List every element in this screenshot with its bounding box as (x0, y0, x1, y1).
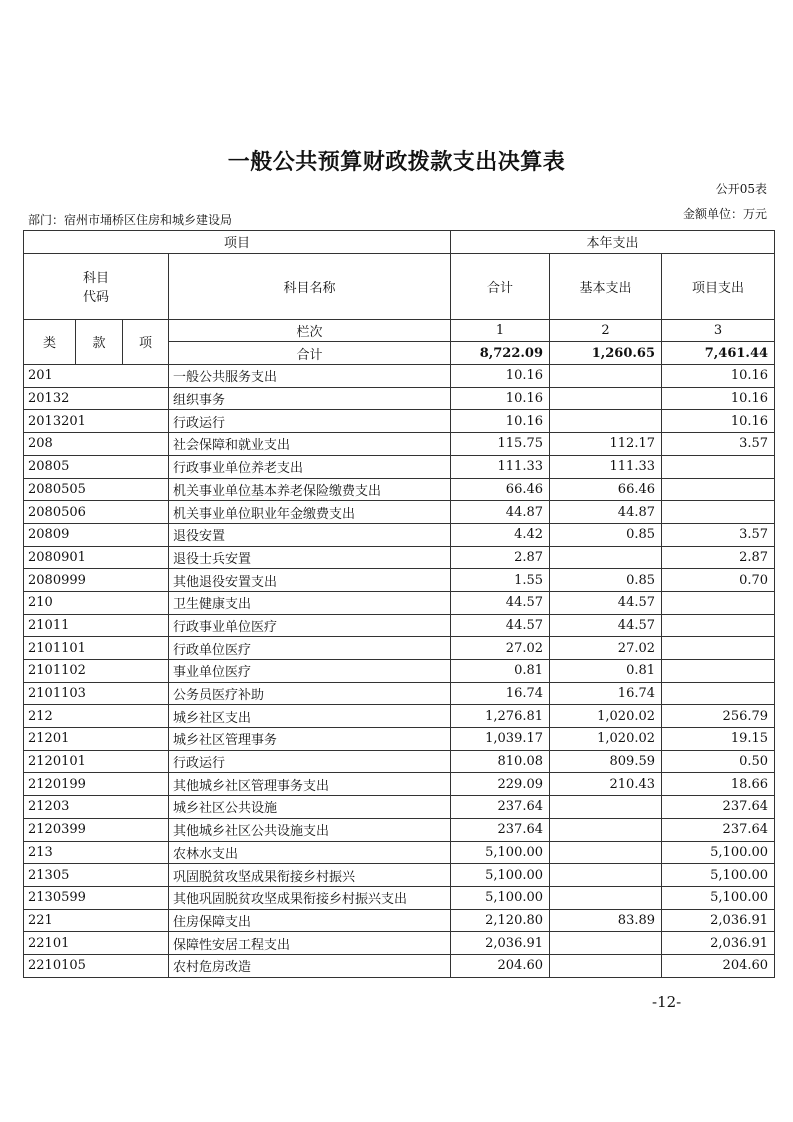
row-name: 社会保障和就业支出 (169, 433, 451, 456)
row-project (662, 614, 775, 637)
row-basic: 27.02 (550, 637, 662, 660)
row-code: 210 (24, 591, 169, 614)
row-name: 卫生健康支出 (169, 591, 451, 614)
row-code: 2120101 (24, 750, 169, 773)
row-basic: 0.85 (550, 569, 662, 592)
table-row (24, 569, 775, 592)
row-name: 城乡社区管理事务 (169, 728, 451, 751)
table-row (24, 909, 775, 932)
row-project (662, 591, 775, 614)
table-row (24, 455, 775, 478)
row-total: 111.33 (451, 455, 550, 478)
row-basic (550, 886, 662, 909)
row-code: 2080901 (24, 546, 169, 569)
row-project (662, 660, 775, 683)
row-name: 农林水支出 (169, 841, 451, 864)
table-row (24, 954, 775, 977)
row-code: 212 (24, 705, 169, 728)
table-row (24, 478, 775, 501)
header-col2: 2 (550, 319, 662, 342)
table-row (24, 387, 775, 410)
header-total: 合计 (451, 253, 550, 319)
header-row-3 (24, 319, 775, 342)
row-project: 10.16 (662, 365, 775, 388)
row-project: 5,100.00 (662, 886, 775, 909)
row-basic: 1,020.02 (550, 705, 662, 728)
row-code: 2210105 (24, 954, 169, 977)
row-total: 0.81 (451, 660, 550, 683)
header-row-2 (24, 253, 775, 319)
row-basic: 83.89 (550, 909, 662, 932)
header-col3: 3 (662, 319, 775, 342)
row-name: 行政运行 (169, 410, 451, 433)
row-code: 22101 (24, 932, 169, 955)
table-row (24, 841, 775, 864)
row-code: 2130599 (24, 886, 169, 909)
row-project (662, 682, 775, 705)
header-project: 项目支出 (662, 253, 775, 319)
row-code: 21305 (24, 864, 169, 887)
row-basic (550, 410, 662, 433)
row-basic (550, 387, 662, 410)
row-total: 1,039.17 (451, 728, 550, 751)
row-total: 44.87 (451, 501, 550, 524)
table-row (24, 705, 775, 728)
row-project: 0.50 (662, 750, 775, 773)
header-item: 项目 (24, 231, 451, 254)
table-row (24, 932, 775, 955)
table-row (24, 523, 775, 546)
row-name: 其他城乡社区公共设施支出 (169, 818, 451, 841)
row-project (662, 637, 775, 660)
row-project: 10.16 (662, 387, 775, 410)
row-name: 行政运行 (169, 750, 451, 773)
row-project: 3.57 (662, 433, 775, 456)
row-total: 66.46 (451, 478, 550, 501)
row-code: 2101101 (24, 637, 169, 660)
row-basic (550, 841, 662, 864)
table-row (24, 660, 775, 683)
row-name: 退役士兵安置 (169, 546, 451, 569)
row-project: 18.66 (662, 773, 775, 796)
row-project: 256.79 (662, 705, 775, 728)
grand-total-basic: 1,260.65 (550, 342, 662, 365)
row-name: 组织事务 (169, 387, 451, 410)
row-code: 201 (24, 365, 169, 388)
table-row (24, 796, 775, 819)
row-code: 208 (24, 433, 169, 456)
table-row (24, 365, 775, 388)
row-total: 4.42 (451, 523, 550, 546)
row-name: 机关事业单位职业年金缴费支出 (169, 501, 451, 524)
grand-total-project: 7,461.44 (662, 342, 775, 365)
row-basic (550, 932, 662, 955)
department-label: 部门：宿州市埇桥区住房和城乡建设局 (28, 213, 233, 227)
row-total: 10.16 (451, 365, 550, 388)
row-code: 21011 (24, 614, 169, 637)
row-name: 行政事业单位养老支出 (169, 455, 451, 478)
row-project: 237.64 (662, 818, 775, 841)
row-project: 10.16 (662, 410, 775, 433)
row-code: 21203 (24, 796, 169, 819)
form-number: 公开05表 (715, 182, 767, 196)
table-row (24, 728, 775, 751)
row-basic: 1,020.02 (550, 728, 662, 751)
row-basic: 809.59 (550, 750, 662, 773)
row-basic (550, 818, 662, 841)
row-code: 213 (24, 841, 169, 864)
row-total: 10.16 (451, 387, 550, 410)
row-project: 2,036.91 (662, 909, 775, 932)
row-code: 2101102 (24, 660, 169, 683)
row-project: 0.70 (662, 569, 775, 592)
header-column-no: 栏次 (169, 319, 451, 342)
row-basic: 0.85 (550, 523, 662, 546)
table-row (24, 614, 775, 637)
row-code: 2013201 (24, 410, 169, 433)
row-total: 2.87 (451, 546, 550, 569)
row-basic: 44.57 (550, 614, 662, 637)
row-total: 810.08 (451, 750, 550, 773)
table-row (24, 501, 775, 524)
row-name: 其他巩固脱贫攻坚成果衔接乡村振兴支出 (169, 886, 451, 909)
row-basic (550, 954, 662, 977)
row-total: 2,036.91 (451, 932, 550, 955)
row-name: 其他城乡社区管理事务支出 (169, 773, 451, 796)
row-total: 5,100.00 (451, 841, 550, 864)
row-total: 1.55 (451, 569, 550, 592)
row-project: 5,100.00 (662, 864, 775, 887)
row-total: 115.75 (451, 433, 550, 456)
row-name: 保障性安居工程支出 (169, 932, 451, 955)
table-row (24, 864, 775, 887)
row-project: 237.64 (662, 796, 775, 819)
row-code: 2120199 (24, 773, 169, 796)
row-project: 2.87 (662, 546, 775, 569)
row-project (662, 478, 775, 501)
row-total: 237.64 (451, 818, 550, 841)
row-total: 204.60 (451, 954, 550, 977)
table-row (24, 750, 775, 773)
table-row (24, 546, 775, 569)
header-basic: 基本支出 (550, 253, 662, 319)
row-project: 3.57 (662, 523, 775, 546)
row-project (662, 455, 775, 478)
row-total: 5,100.00 (451, 886, 550, 909)
row-basic: 66.46 (550, 478, 662, 501)
row-name: 城乡社区公共设施 (169, 796, 451, 819)
row-name: 城乡社区支出 (169, 705, 451, 728)
row-basic: 44.57 (550, 591, 662, 614)
table-row (24, 637, 775, 660)
table-row (24, 773, 775, 796)
row-code: 2080505 (24, 478, 169, 501)
row-name: 行政事业单位医疗 (169, 614, 451, 637)
header-lei: 类 (24, 319, 76, 364)
table-row (24, 433, 775, 456)
row-project: 5,100.00 (662, 841, 775, 864)
table-row (24, 682, 775, 705)
row-name: 农村危房改造 (169, 954, 451, 977)
row-total: 5,100.00 (451, 864, 550, 887)
row-basic (550, 864, 662, 887)
grand-total-label: 合计 (169, 342, 451, 365)
grand-total-total: 8,722.09 (451, 342, 550, 365)
header-col1: 1 (451, 319, 550, 342)
table-row (24, 818, 775, 841)
row-total: 27.02 (451, 637, 550, 660)
row-name: 巩固脱贫攻坚成果衔接乡村振兴 (169, 864, 451, 887)
row-name: 公务员医疗补助 (169, 682, 451, 705)
row-total: 229.09 (451, 773, 550, 796)
table-row (24, 591, 775, 614)
row-total: 44.57 (451, 591, 550, 614)
row-name: 退役安置 (169, 523, 451, 546)
table-row (24, 410, 775, 433)
row-total: 2,120.80 (451, 909, 550, 932)
row-basic: 112.17 (550, 433, 662, 456)
row-basic (550, 796, 662, 819)
row-code: 20809 (24, 523, 169, 546)
amount-unit: 金额单位：万元 (682, 207, 767, 221)
page-title: 一般公共预算财政拨款支出决算表 (227, 150, 566, 175)
row-basic: 0.81 (550, 660, 662, 683)
row-name: 住房保障支出 (169, 909, 451, 932)
row-project: 204.60 (662, 954, 775, 977)
header-current-year: 本年支出 (451, 231, 775, 254)
row-project: 19.15 (662, 728, 775, 751)
row-project (662, 501, 775, 524)
expenditure-table (23, 230, 775, 978)
row-basic: 44.87 (550, 501, 662, 524)
header-name: 科目名称 (169, 253, 451, 319)
row-basic (550, 546, 662, 569)
row-name: 行政单位医疗 (169, 637, 451, 660)
row-basic: 210.43 (550, 773, 662, 796)
row-name: 机关事业单位基本养老保险缴费支出 (169, 478, 451, 501)
row-project: 2,036.91 (662, 932, 775, 955)
header-row-1 (24, 231, 775, 254)
header-code-line1: 科目 (82, 271, 109, 287)
row-basic: 111.33 (550, 455, 662, 478)
header-xiang: 项 (123, 319, 169, 364)
row-basic: 16.74 (550, 682, 662, 705)
row-total: 44.57 (451, 614, 550, 637)
row-code: 221 (24, 909, 169, 932)
row-code: 2120399 (24, 818, 169, 841)
row-basic (550, 365, 662, 388)
row-code: 20132 (24, 387, 169, 410)
row-name: 一般公共服务支出 (169, 365, 451, 388)
page-number: -12- (652, 993, 682, 1011)
row-name: 事业单位医疗 (169, 660, 451, 683)
row-code: 2080999 (24, 569, 169, 592)
row-code: 21201 (24, 728, 169, 751)
header-code (24, 253, 169, 319)
row-code: 2080506 (24, 501, 169, 524)
header-code-line2: 代码 (82, 290, 109, 306)
row-total: 237.64 (451, 796, 550, 819)
row-code: 20805 (24, 455, 169, 478)
row-name: 其他退役安置支出 (169, 569, 451, 592)
table-row (24, 886, 775, 909)
row-total: 16.74 (451, 682, 550, 705)
row-total: 10.16 (451, 410, 550, 433)
row-code: 2101103 (24, 682, 169, 705)
header-kuan: 款 (76, 319, 123, 364)
row-total: 1,276.81 (451, 705, 550, 728)
